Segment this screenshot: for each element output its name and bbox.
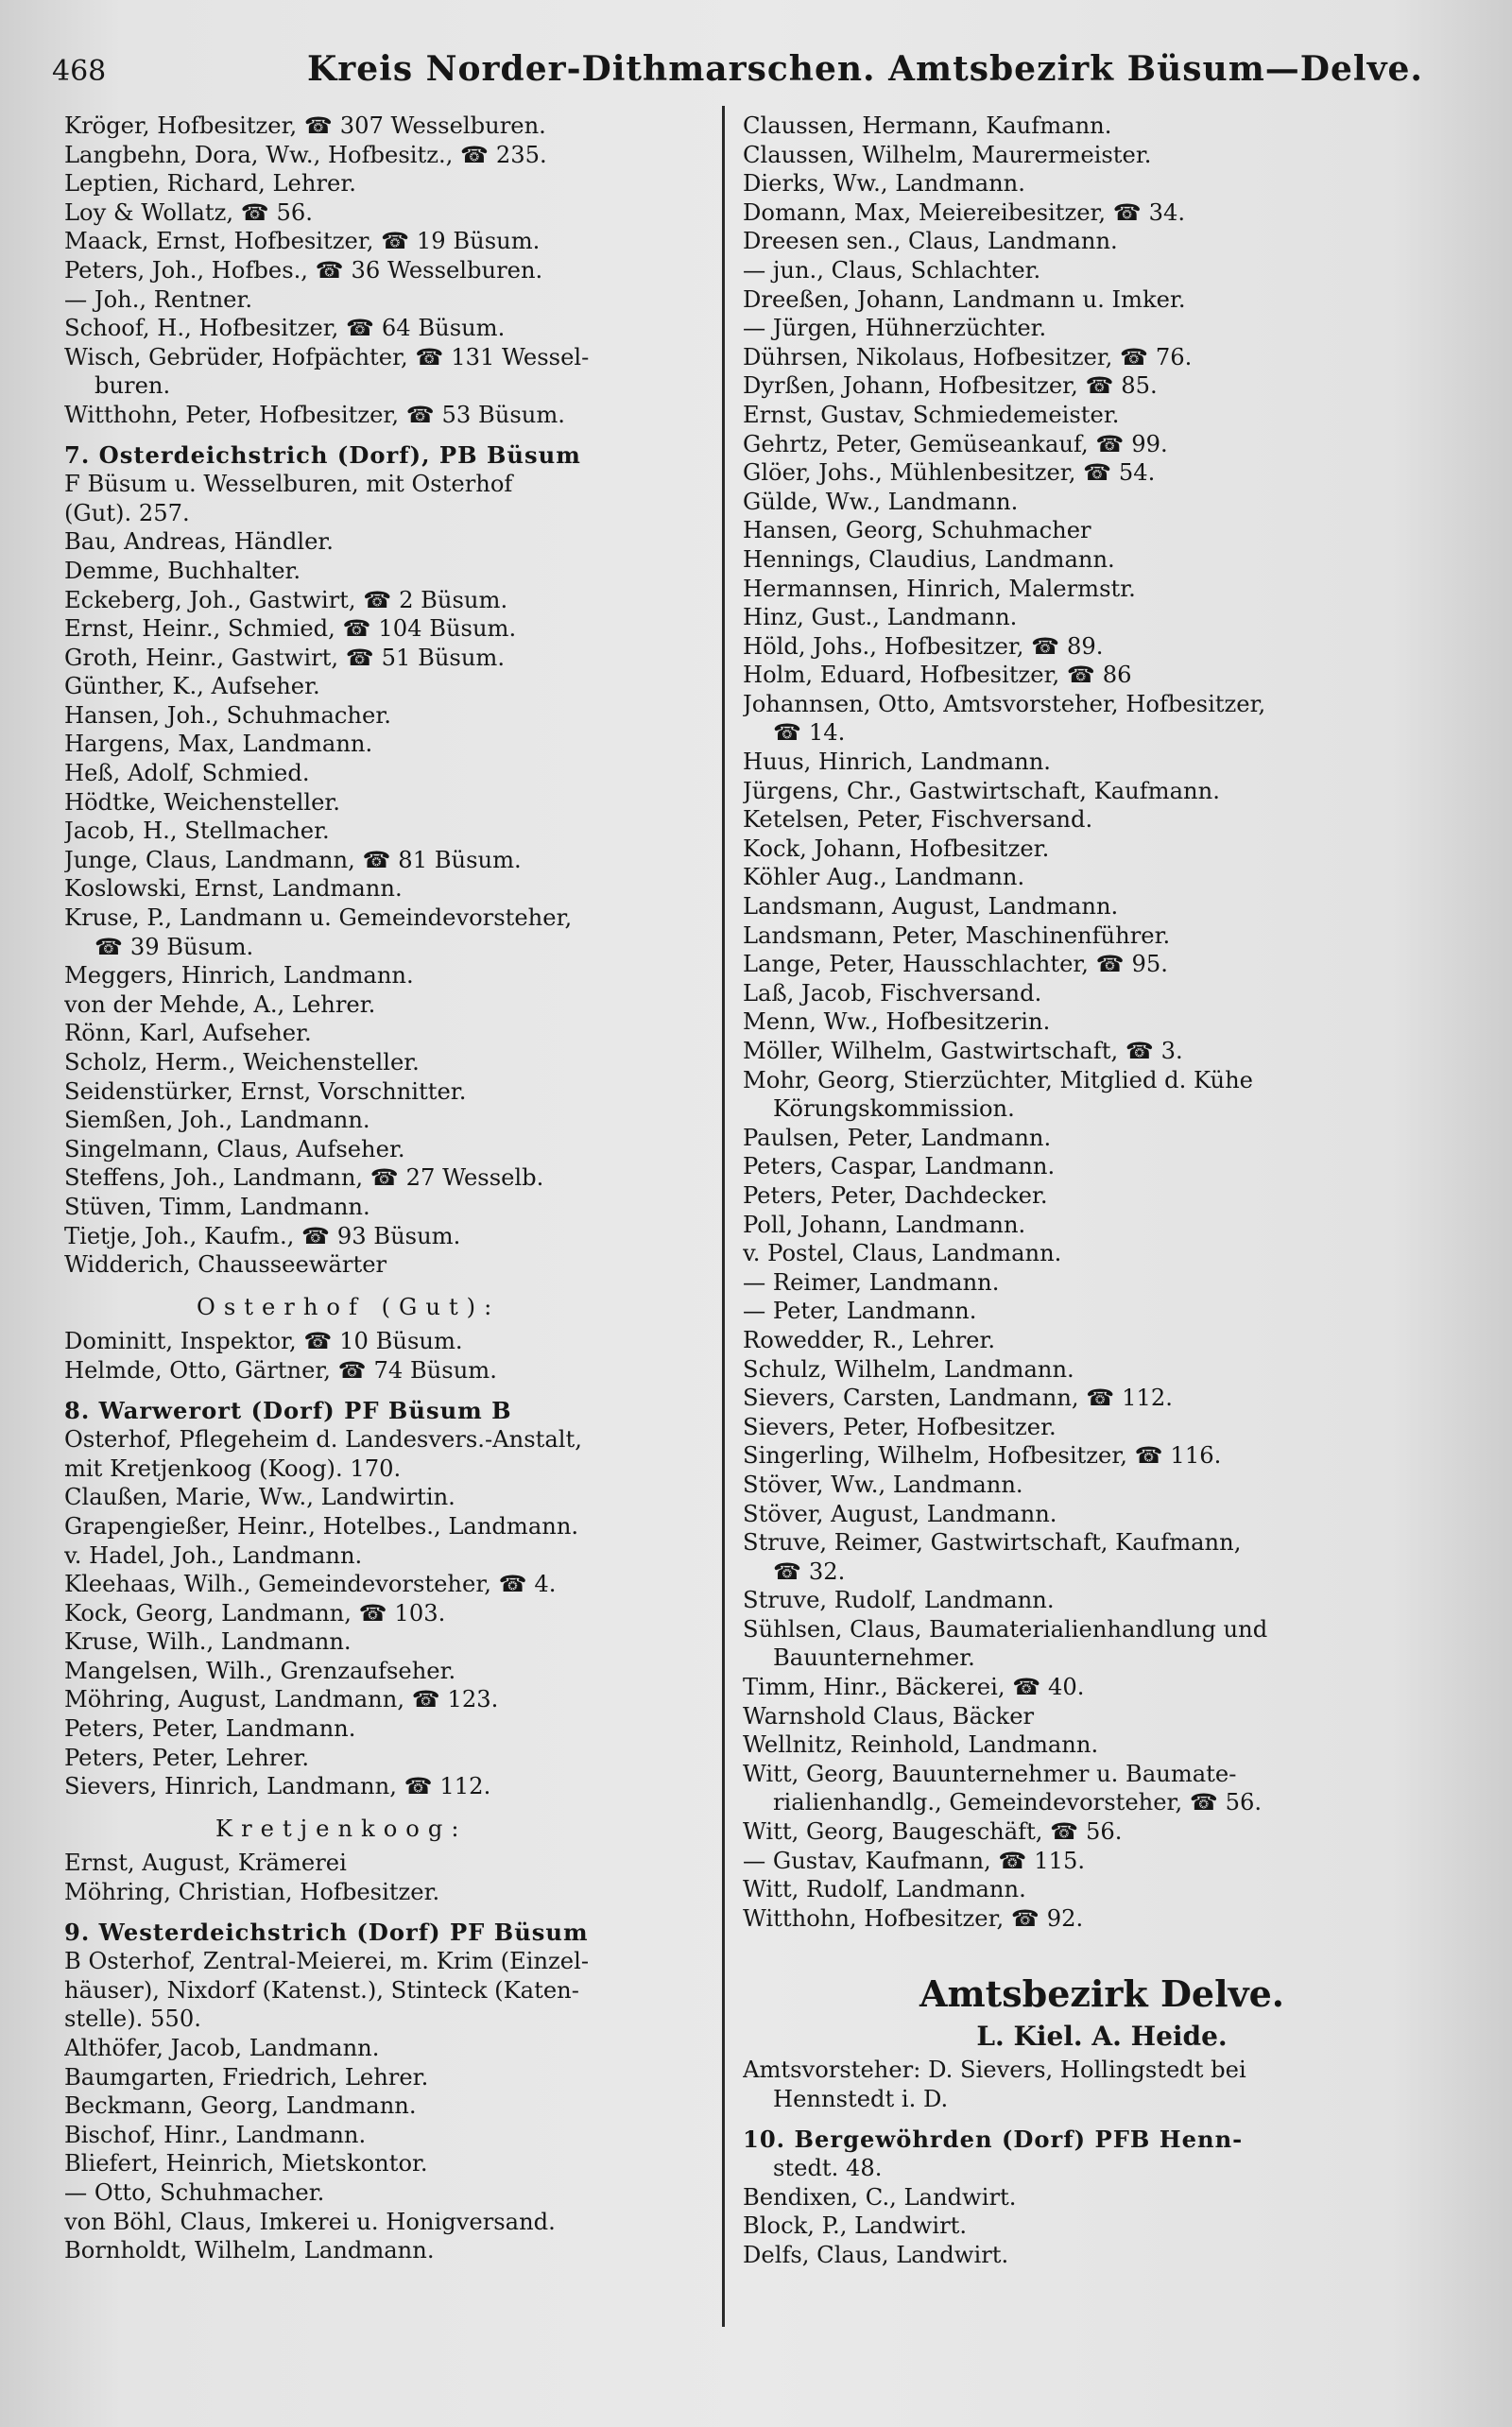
entry: Paulsen, Peter, Landmann. bbox=[743, 1124, 1052, 1151]
entry: Maack, Ernst, Hofbesitzer, ☎ 19 Büsum. bbox=[64, 228, 541, 255]
entry: Singerling, Wilhelm, Hofbesitzer, ☎ 116. bbox=[743, 1442, 1222, 1470]
entry: Warnshold Claus, Bäcker bbox=[743, 1702, 1035, 1730]
left-column bbox=[64, 112, 716, 2265]
entry: Ernst, August, Krämerei bbox=[64, 1850, 347, 1877]
entry: Kock, Georg, Landmann, ☎ 103. bbox=[64, 1599, 446, 1627]
entry: Rowedder, R., Lehrer. bbox=[743, 1326, 996, 1353]
entry: Koslowski, Ernst, Landmann. bbox=[64, 875, 403, 903]
entry: — Gustav, Kaufmann, ☎ 115. bbox=[743, 1847, 1086, 1874]
entry: Kruse, P., Landmann u. Gemeindevorsteher, bbox=[64, 904, 573, 932]
entry: Schoof, H., Hofbesitzer, ☎ 64 Büsum. bbox=[64, 315, 506, 342]
entry: Claussen, Wilhelm, Maurermeister. bbox=[743, 141, 1152, 168]
section-heading: 8. Warwerort (Dorf) PF Büsum B bbox=[64, 1396, 512, 1424]
entry: Kröger, Hofbesitzer, ☎ 307 Wesselburen. bbox=[64, 112, 546, 139]
entry: Dierks, Ww., Landmann. bbox=[743, 170, 1025, 198]
entry: Sievers, Peter, Hofbesitzer. bbox=[743, 1413, 1057, 1440]
entry: Jacob, H., Stellmacher. bbox=[64, 818, 330, 845]
entry: Sievers, Carsten, Landmann, ☎ 112. bbox=[743, 1385, 1173, 1412]
entry: Struve, Rudolf, Landmann. bbox=[743, 1587, 1055, 1614]
entry: — Jürgen, Hühnerzüchter. bbox=[743, 315, 1047, 342]
entry: Peters, Joh., Hofbes., ☎ 36 Wesselburen. bbox=[64, 256, 543, 284]
entry: Claussen, Hermann, Kaufmann. bbox=[743, 112, 1112, 139]
entry: Demme, Buchhalter. bbox=[64, 557, 301, 584]
entry-continuation: Bauunternehmer. bbox=[773, 1644, 975, 1672]
entry: Dominitt, Inspektor, ☎ 10 Büsum. bbox=[64, 1328, 463, 1355]
running-title: Kreis Norder-Dithmarschen. Amtsbezirk Büsum—Delve. bbox=[307, 49, 1423, 89]
entry: Peters, Peter, Dachdecker. bbox=[743, 1181, 1048, 1209]
entry: Bau, Andreas, Händler. bbox=[64, 528, 334, 556]
entry: Hargens, Max, Landmann. bbox=[64, 731, 373, 758]
column-divider bbox=[722, 106, 725, 2327]
entry: Dreesen sen., Claus, Landmann. bbox=[743, 228, 1118, 255]
entry: Delfs, Claus, Landwirt. bbox=[743, 2241, 1009, 2268]
entry: Peters, Peter, Lehrer. bbox=[64, 1744, 310, 1771]
section-8 bbox=[64, 1397, 716, 1907]
entry: Höld, Johs., Hofbesitzer, ☎ 89. bbox=[743, 632, 1104, 660]
entry: Bischof, Hinr., Landmann. bbox=[64, 2121, 367, 2148]
entry: Lange, Peter, Hausschlachter, ☎ 95. bbox=[743, 951, 1168, 978]
entry: Althöfer, Jacob, Landmann. bbox=[64, 2035, 380, 2061]
district-heading: Amtsbezirk Delve. bbox=[919, 1972, 1285, 2016]
entry: Hansen, Georg, Schuhmacher bbox=[743, 517, 1091, 544]
entry: Witt, Rudolf, Landmann. bbox=[743, 1876, 1026, 1903]
section-heading-line: (Gut). 257. bbox=[64, 499, 190, 526]
entry: — Otto, Schuhmacher. bbox=[64, 2178, 325, 2206]
subsection-heading: Osterhof (Gut): bbox=[197, 1293, 501, 1320]
entry: Sievers, Hinrich, Landmann, ☎ 112. bbox=[64, 1773, 491, 1800]
entry: Dührsen, Nikolaus, Hofbesitzer, ☎ 76. bbox=[743, 343, 1193, 370]
section-7 bbox=[64, 441, 716, 1386]
entry: Dyrßen, Johann, Hofbesitzer, ☎ 85. bbox=[743, 372, 1158, 400]
entry: Singelmann, Claus, Aufseher. bbox=[64, 1135, 405, 1162]
entry: — Peter, Landmann. bbox=[743, 1298, 977, 1325]
entry: Beckmann, Georg, Landmann. bbox=[64, 2092, 417, 2120]
entry: Meggers, Hinrich, Landmann. bbox=[64, 962, 414, 990]
entry: Bendixen, C., Landwirt. bbox=[743, 2183, 1017, 2211]
entry: Eckeberg, Joh., Gastwirt, ☎ 2 Büsum. bbox=[64, 586, 508, 613]
entry: Helmde, Otto, Gärtner, ☎ 74 Büsum. bbox=[64, 1356, 497, 1384]
entry-continuation: ☎ 32. bbox=[773, 1558, 846, 1585]
entry: Schulz, Wilhelm, Landmann. bbox=[743, 1355, 1074, 1383]
entry: Scholz, Herm., Weichensteller. bbox=[64, 1049, 420, 1076]
entry: Witt, Georg, Bauunternehmer u. Baumate- bbox=[743, 1760, 1237, 1787]
right-column bbox=[743, 112, 1461, 2270]
entry: Gehrtz, Peter, Gemüseankauf, ☎ 99. bbox=[743, 430, 1168, 457]
entry: Steffens, Joh., Landmann, ☎ 27 Wesselb. bbox=[64, 1164, 544, 1192]
top-entries bbox=[64, 112, 716, 430]
section-10 bbox=[743, 2126, 1461, 2270]
entry: Huus, Hinrich, Landmann. bbox=[743, 749, 1051, 776]
entry: Loy & Wollatz, ☎ 56. bbox=[64, 198, 313, 226]
page-number: 468 bbox=[52, 55, 107, 88]
entry: Mangelsen, Wilh., Grenzaufseher. bbox=[64, 1657, 456, 1684]
entry: Johannsen, Otto, Amtsvorsteher, Hofbesitzer, bbox=[743, 690, 1266, 717]
entry: — jun., Claus, Schlachter. bbox=[743, 256, 1041, 284]
page-header bbox=[52, 47, 1423, 95]
entry: Köhler Aug., Landmann. bbox=[743, 864, 1025, 891]
entry: Witthohn, Peter, Hofbesitzer, ☎ 53 Büsum. bbox=[64, 401, 565, 428]
entry: Kleehaas, Wilh., Gemeindevorsteher, ☎ 4. bbox=[64, 1571, 557, 1598]
entry: — Reimer, Landmann. bbox=[743, 1268, 1000, 1296]
entry: Möhring, August, Landmann, ☎ 123. bbox=[64, 1686, 499, 1713]
entry: Wisch, Gebrüder, Hofpächter, ☎ 131 Wessel- bbox=[64, 343, 590, 370]
entry-continuation: ☎ 39 Büsum. bbox=[94, 933, 254, 960]
entry: Grapengießer, Heinr., Hotelbes., Landmann. bbox=[64, 1512, 579, 1540]
entry: v. Postel, Claus, Landmann. bbox=[743, 1240, 1062, 1267]
entry: Hennings, Claudius, Landmann. bbox=[743, 545, 1115, 573]
entry: Ernst, Gustav, Schmiedemeister. bbox=[743, 401, 1120, 428]
entry: Groth, Heinr., Gastwirt, ☎ 51 Büsum. bbox=[64, 644, 506, 671]
section-heading-line: stedt. 48. bbox=[773, 2155, 883, 2182]
entry: Gülde, Ww., Landmann. bbox=[743, 488, 1019, 515]
amtsbezirk-delve bbox=[743, 1971, 1461, 2113]
entry: Domann, Max, Meiereibesitzer, ☎ 34. bbox=[743, 198, 1186, 226]
entry: Tietje, Joh., Kaufm., ☎ 93 Büsum. bbox=[64, 1222, 461, 1249]
entry: Stüven, Timm, Landmann. bbox=[64, 1193, 370, 1220]
entry: Leptien, Richard, Lehrer. bbox=[64, 170, 356, 198]
entry: Hinz, Gust., Landmann. bbox=[743, 604, 1018, 631]
entry: Siemßen, Joh., Landmann. bbox=[64, 1107, 370, 1134]
entry: Laß, Jacob, Fischversand. bbox=[743, 979, 1042, 1007]
entry: Struve, Reimer, Gastwirtschaft, Kaufmann, bbox=[743, 1529, 1242, 1557]
entry: von Böhl, Claus, Imkerei u. Honigversand. bbox=[64, 2208, 556, 2235]
section-heading-line: Osterhof, Pflegeheim d. Landesvers.-Anstalt, bbox=[64, 1426, 582, 1454]
entry-continuation: buren. bbox=[94, 372, 171, 400]
entry: Stöver, Ww., Landmann. bbox=[743, 1471, 1023, 1498]
entry: Witt, Georg, Baugeschäft, ☎ 56. bbox=[743, 1818, 1123, 1846]
entry: Langbehn, Dora, Ww., Hofbesitz., ☎ 235. bbox=[64, 141, 547, 168]
right-entries bbox=[743, 112, 1461, 1933]
entry: Hermannsen, Hinrich, Malermstr. bbox=[743, 575, 1136, 602]
entry: Timm, Hinr., Bäckerei, ☎ 40. bbox=[743, 1674, 1085, 1701]
entry: Holm, Eduard, Hofbesitzer, ☎ 86 bbox=[743, 662, 1132, 689]
entry: Landsmann, August, Landmann. bbox=[743, 893, 1119, 921]
vorsteher-line: Hennstedt i. D. bbox=[773, 2086, 949, 2112]
entry: Glöer, Johs., Mühlenbesitzer, ☎ 54. bbox=[743, 459, 1156, 487]
entry: Hödtke, Weichensteller. bbox=[64, 788, 340, 816]
entry: Poll, Johann, Landmann. bbox=[743, 1211, 1026, 1238]
entry: Witthohn, Hofbesitzer, ☎ 92. bbox=[743, 1904, 1084, 1932]
entry: Baumgarten, Friedrich, Lehrer. bbox=[64, 2063, 429, 2091]
entry: Günther, K., Aufseher. bbox=[64, 673, 320, 700]
entry: Junge, Claus, Landmann, ☎ 81 Büsum. bbox=[64, 846, 522, 873]
entry: Rönn, Karl, Aufseher. bbox=[64, 1020, 312, 1047]
entry: Bornholdt, Wilhelm, Landmann. bbox=[64, 2237, 435, 2264]
section-heading-line: stelle). 550. bbox=[64, 2005, 201, 2033]
entry-continuation: rialienhandlg., Gemeindevorsteher, ☎ 56. bbox=[773, 1789, 1263, 1816]
section-heading: 7. Osterdeichstrich (Dorf), PB Büsum bbox=[64, 440, 581, 469]
section-heading-line: F Büsum u. Wesselburen, mit Osterhof bbox=[64, 471, 513, 498]
section-heading-line: häuser), Nixdorf (Katenst.), Stinteck (Katen- bbox=[64, 1976, 579, 2004]
entry: — Joh., Rentner. bbox=[64, 285, 253, 313]
entry: Möller, Wilhelm, Gastwirtschaft, ☎ 3. bbox=[743, 1038, 1183, 1064]
entry: v. Hadel, Joh., Landmann. bbox=[64, 1541, 363, 1569]
entry: Mohr, Georg, Stierzüchter, Mitglied d. Kühe bbox=[743, 1066, 1253, 1093]
entry: Jürgens, Chr., Gastwirtschaft, Kaufmann. bbox=[743, 777, 1220, 804]
section-heading: 9. Westerdeichstrich (Dorf) PF Büsum bbox=[64, 1918, 589, 1946]
entry: Heß, Adolf, Schmied. bbox=[64, 760, 310, 787]
subsection-heading: Kretjenkoog: bbox=[215, 1815, 468, 1842]
entry: Landsmann, Peter, Maschinenführer. bbox=[743, 921, 1171, 949]
entry: Ernst, Heinr., Schmied, ☎ 104 Büsum. bbox=[64, 615, 517, 643]
entry: Peters, Peter, Landmann. bbox=[64, 1715, 356, 1743]
section-heading: 10. Bergewöhrden (Dorf) PFB Henn- bbox=[743, 2125, 1244, 2153]
entry: Hansen, Joh., Schuhmacher. bbox=[64, 701, 391, 729]
entry: Möhring, Christian, Hofbesitzer. bbox=[64, 1879, 440, 1906]
court-line: L. Kiel. A. Heide. bbox=[976, 2021, 1228, 2053]
entry: Widderich, Chausseewärter bbox=[64, 1251, 387, 1279]
entry: Kock, Johann, Hofbesitzer. bbox=[743, 835, 1050, 862]
section-9 bbox=[64, 1919, 716, 2265]
entry: Bliefert, Heinrich, Mietskontor. bbox=[64, 2150, 428, 2177]
entry: Kruse, Wilh., Landmann. bbox=[64, 1628, 352, 1656]
entry: Wellnitz, Reinhold, Landmann. bbox=[743, 1731, 1099, 1759]
entry: Stöver, August, Landmann. bbox=[743, 1500, 1057, 1527]
section-heading-line: B Osterhof, Zentral-Meierei, m. Krim (Einzel- bbox=[64, 1948, 590, 1975]
vorsteher-line: Amtsvorsteher: D. Sievers, Hollingstedt bei bbox=[743, 2057, 1246, 2084]
section-heading-line: mit Kretjenkoog (Koog). 170. bbox=[64, 1454, 402, 1482]
entry-continuation: Körungskommission. bbox=[773, 1095, 1015, 1123]
entry: Peters, Caspar, Landmann. bbox=[743, 1153, 1056, 1180]
entry: Ketelsen, Peter, Fischversand. bbox=[743, 806, 1093, 834]
entry: Claußen, Marie, Ww., Landwirtin. bbox=[64, 1484, 455, 1511]
entry: Dreeßen, Johann, Landmann u. Imker. bbox=[743, 285, 1186, 313]
entry: Seidenstürker, Ernst, Vorschnitter. bbox=[64, 1077, 467, 1105]
entry: Menn, Ww., Hofbesitzerin. bbox=[743, 1008, 1051, 1036]
entry-continuation: ☎ 14. bbox=[773, 719, 846, 747]
entry: Sühlsen, Claus, Baumaterialienhandlung und bbox=[743, 1615, 1268, 1643]
entry: Block, P., Landwirt. bbox=[743, 2212, 968, 2240]
entry: von der Mehde, A., Lehrer. bbox=[64, 990, 376, 1018]
